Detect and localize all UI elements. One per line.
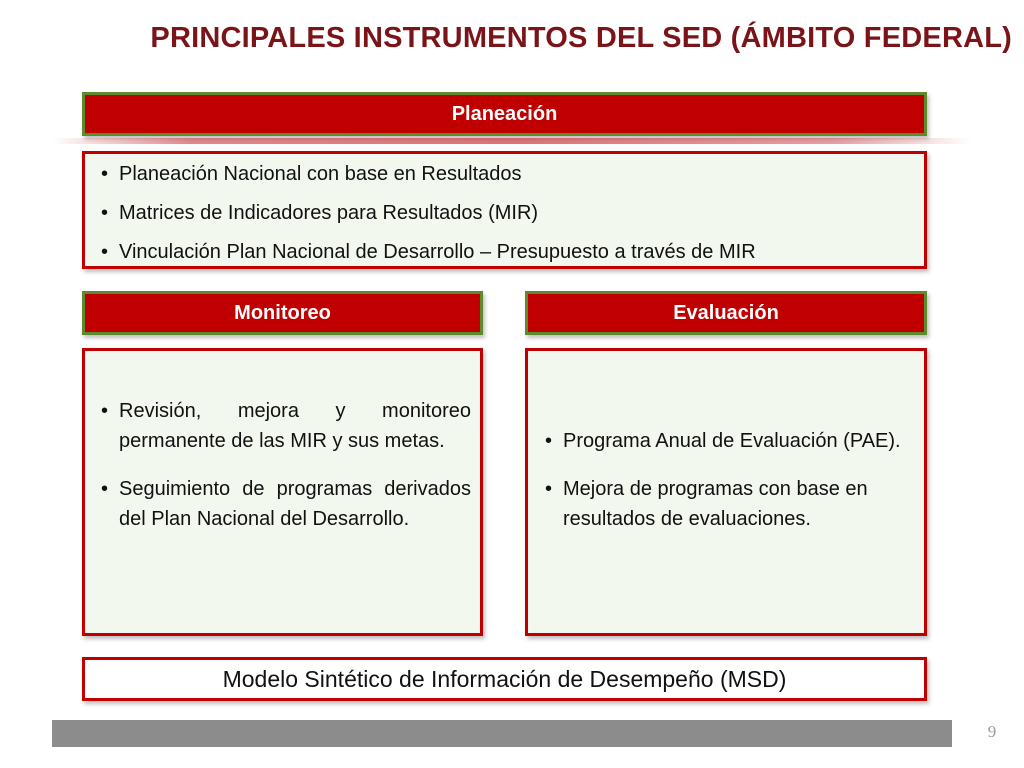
- msd-box: [82, 657, 927, 701]
- planeacion-header-label: Planeación: [451, 102, 558, 125]
- planeacion-header: [82, 92, 927, 136]
- msd-label: Modelo Sintético de Información de Desempeño (MSD): [222, 665, 787, 692]
- evaluacion-item: • Programa Anual de Evaluación (PAE).: [543, 426, 913, 456]
- planeacion-content: [82, 151, 927, 269]
- monitoreo-item: • Seguimiento de programas derivados del Plan Nacional del Desarrollo.: [99, 474, 471, 534]
- monitoreo-header: [82, 291, 483, 335]
- evaluacion-content: [525, 348, 927, 636]
- planeacion-list: [99, 159, 912, 267]
- evaluacion-item: • Mejora de programas con base en resultados de evaluaciones.: [543, 474, 913, 534]
- planeacion-item: • Planeación Nacional con base en Resultados: [99, 159, 912, 189]
- page-number: 9: [987, 722, 997, 741]
- monitoreo-list: [99, 396, 471, 534]
- title-divider: [52, 138, 972, 144]
- evaluacion-list: [543, 426, 913, 534]
- slide-title: PRINCIPALES INSTRUMENTOS DEL SED (ÁMBITO FEDERAL): [150, 22, 1012, 54]
- planeacion-item: • Matrices de Indicadores para Resultados (MIR): [99, 198, 912, 228]
- monitoreo-content: [82, 348, 483, 636]
- footer-bar: [52, 720, 952, 747]
- planeacion-item: • Vinculación Plan Nacional de Desarrollo – Presupuesto a través de MIR: [99, 237, 912, 267]
- monitoreo-header-label: Monitoreo: [234, 301, 331, 324]
- evaluacion-header: [525, 291, 927, 335]
- monitoreo-item: • Revisión, mejora y monitoreo permanente de las MIR y sus metas.: [99, 396, 471, 456]
- evaluacion-header-label: Evaluación: [673, 301, 779, 324]
